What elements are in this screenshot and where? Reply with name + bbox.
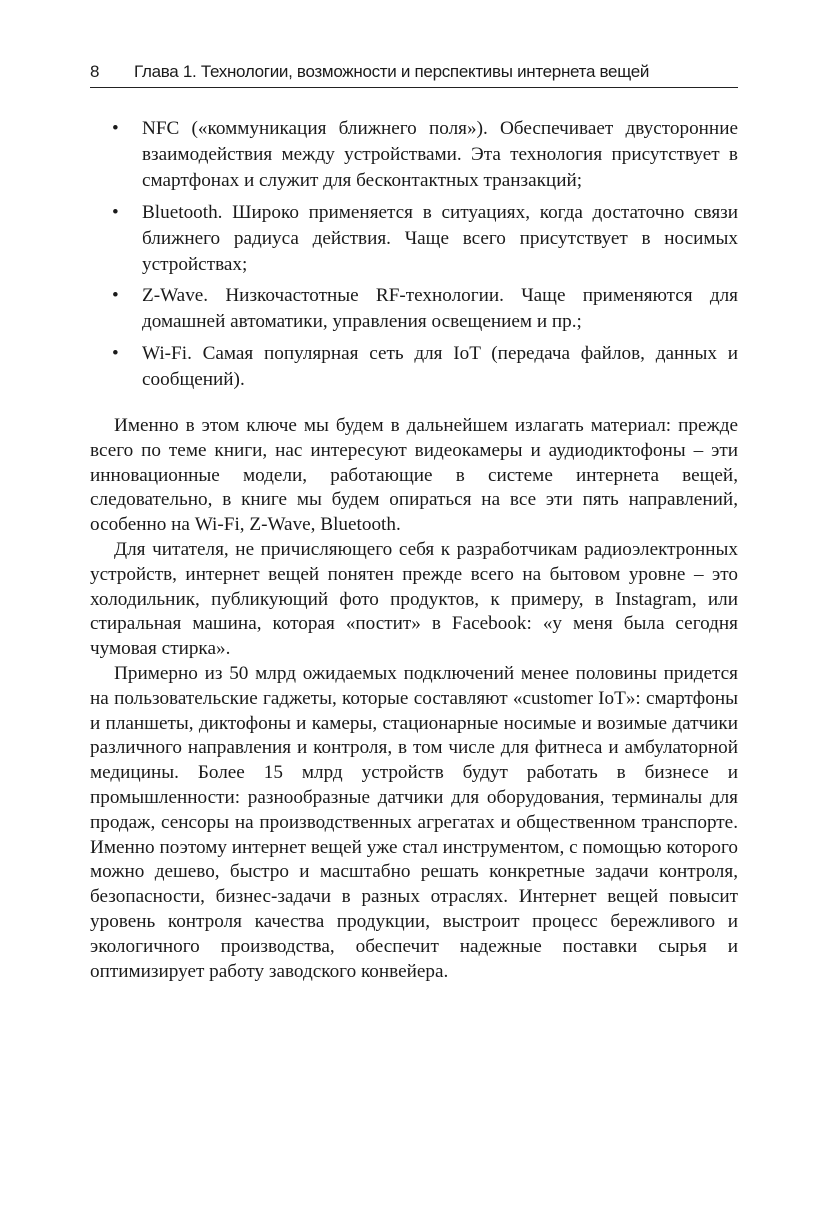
list-item-text: Wi-Fi. Самая популярная сеть для IoT (передача файлов, данных и сообщений). (142, 342, 738, 390)
bullet-marker: • (112, 342, 119, 364)
list-item-text: NFC («коммуникация ближнего поля»). Обеспечивает двусторонние взаимодействия между устройствами. Эта технология присутствует в смартфонах и служит для бесконтактных транзакций; (142, 118, 738, 192)
book-page (90, 62, 738, 984)
list-item (90, 200, 738, 279)
list-item-text: Z-Wave. Низкочастотные RF-технологии. Чаще применяются для домашней автоматики, управления освещением и пр.; (142, 285, 738, 333)
bullet-marker: • (112, 201, 119, 223)
paragraph: Примерно из 50 млрд ожидаемых подключений менее половины придется на пользовательские гаджеты, которые составляют «customer IoT»: смартфоны и планшеты, диктофоны и камеры, стационарные носимые и возимые датчики различного направления и контроля, в том числе для фитнеса и амбулаторной медицины. Более 15 млрд устройств будут работать в бизнесе и промышленности: разнообразные датчики для оборудования, терминалы для продаж, сенсоры на производственных агрегатах и общественном транспорте. Именно поэтому интернет вещей уже стал инструментом, с помощью которого можно дешево, быстро и масштабно решать конкретные задачи контроля, безопасности, бизнес-задачи в разных отраслях. Интернет вещей повысит уровень контроля качества продукции, выстроит процесс бережливого и экологичного производства, обеспечит надежные поставки сырья и оптимизирует работу заводского конвейера. (90, 663, 738, 982)
page-number: 8 (90, 62, 100, 81)
running-header (90, 62, 738, 88)
technology-bullet-list (90, 116, 738, 393)
list-item (90, 116, 738, 195)
chapter-title: Глава 1. Технологии, возможности и перспективы интернета вещей (134, 62, 650, 81)
paragraph: Для читателя, не причисляющего себя к разработчикам радиоэлектронных устройств, интернет вещей понятен прежде всего на бытовом уровне – это холодильник, публикующий фото продуктов, к примеру, в Instagram, или стиральная машина, которая «постит» в Facebook: «у меня была сегодня чумовая стирка». (90, 539, 738, 660)
list-item (90, 341, 738, 393)
bullet-marker: • (112, 118, 119, 139)
paragraph: Именно в этом ключе мы будем в дальнейшем излагать материал: прежде всего по теме книги, нас интересуют видеокамеры и аудиодиктофоны – эти инновационные модели, работающие в системе интернета вещей, следовательно, в книге мы будем опираться на все эти пять направлений, особенно на Wi-Fi, Z-Wave, Bluetooth. (90, 415, 738, 536)
bullet-marker: • (112, 285, 119, 307)
body-text (90, 414, 738, 984)
list-item-text: Bluetooth. Широко применяется в ситуациях, когда достаточно связи ближнего радиуса действия. Чаще всего присутствует в носимых устройствах; (142, 201, 738, 276)
list-item (90, 283, 738, 335)
